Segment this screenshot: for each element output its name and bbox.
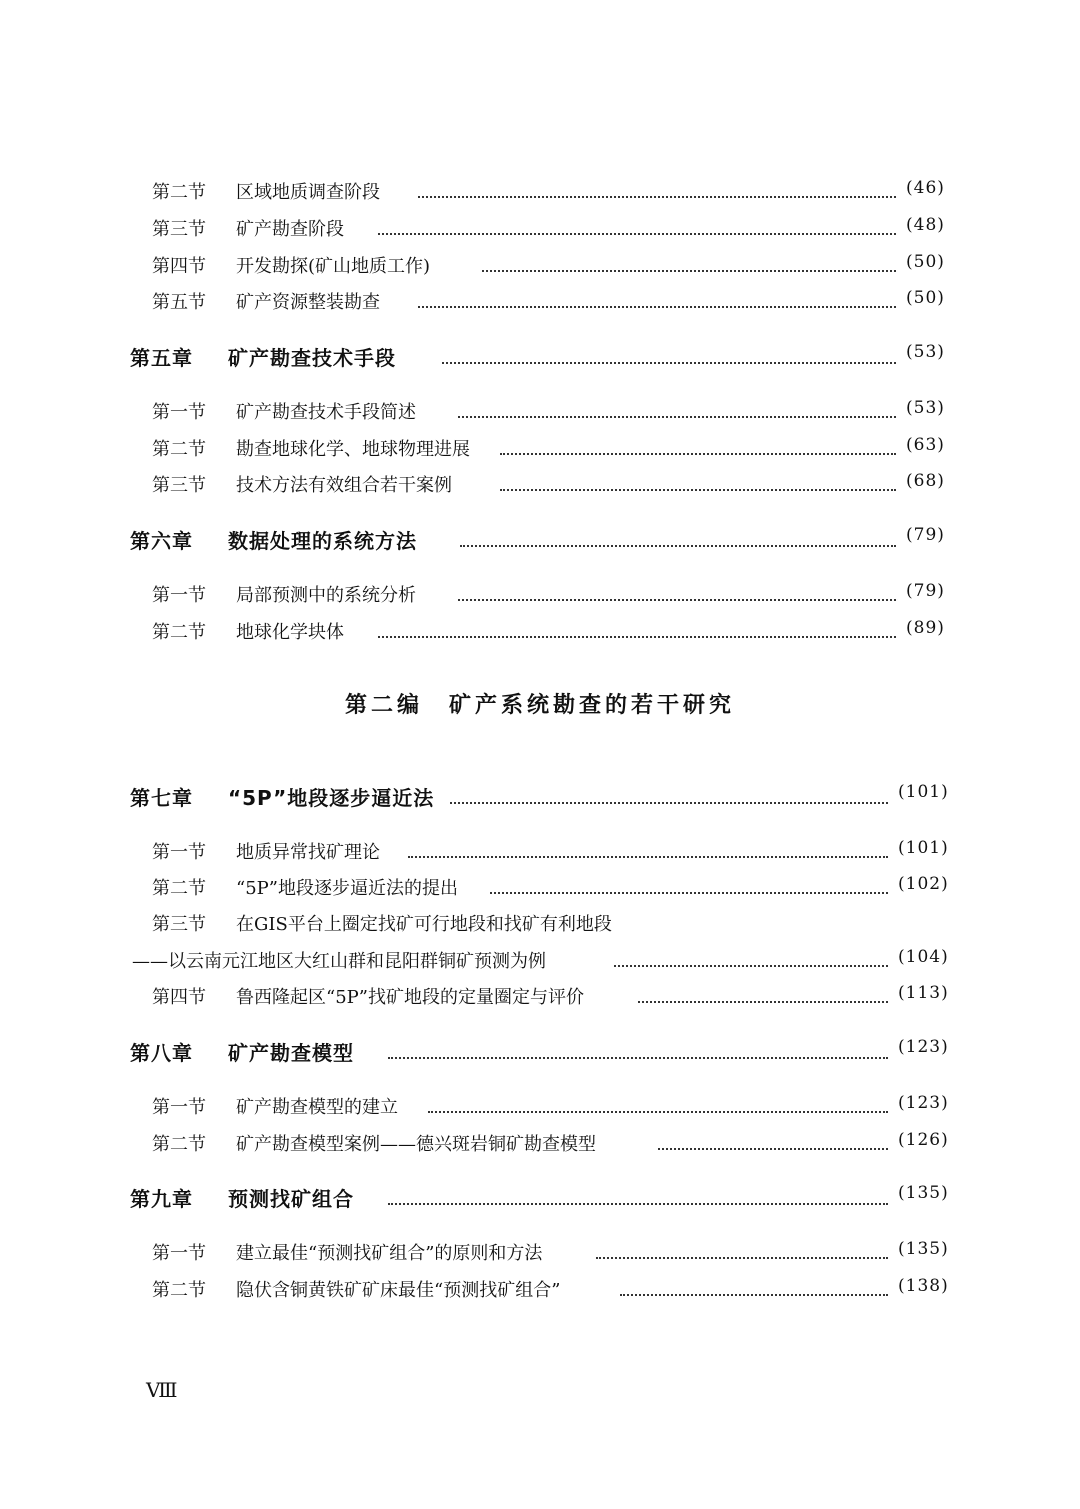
leader-dots (500, 489, 896, 491)
section-title: 矿产勘查模型的建立 (236, 1097, 398, 1118)
section-label: 第一节 (152, 402, 206, 423)
chapter-label: 第六章 (130, 529, 193, 553)
section-title: 技术方法有效组合若干案例 (236, 475, 452, 496)
page-number: (113) (898, 983, 949, 1003)
page-number: (123) (898, 1093, 949, 1113)
toc-entry (0, 1276, 1080, 1304)
toc-entry (0, 874, 1080, 902)
toc-entry (0, 838, 1080, 866)
leader-dots (378, 636, 896, 638)
page-number: (79) (906, 581, 945, 601)
toc-chapter (0, 1183, 1080, 1213)
leader-dots (614, 965, 888, 967)
section-label: 第四节 (152, 987, 206, 1008)
section-title: 开发勘探(矿山地质工作) (236, 256, 431, 277)
toc-entry (0, 618, 1080, 646)
section-label: 第二节 (152, 439, 206, 460)
page-number: (138) (898, 1276, 949, 1296)
page-number: (50) (906, 252, 945, 272)
section-label: 第三节 (152, 475, 206, 496)
chapter-label: 第七章 (130, 786, 193, 810)
leader-dots (500, 453, 896, 455)
page-number: (50) (906, 288, 945, 308)
leader-dots (388, 1057, 888, 1059)
section-title: 地质异常找矿理论 (236, 842, 380, 863)
toc-entry (0, 252, 1080, 280)
page-number: (101) (898, 782, 949, 802)
toc-entry (0, 581, 1080, 609)
section-title: 矿产勘查模型案例——德兴斑岩铜矿勘查模型 (236, 1134, 596, 1155)
toc-entry (0, 1093, 1080, 1121)
leader-dots (620, 1294, 888, 1296)
part-title: 第二编 矿产系统勘查的若干研究 (344, 693, 735, 718)
toc-entry (0, 983, 1080, 1011)
section-label: 第三节 (152, 219, 206, 240)
section-label: 第二节 (152, 182, 206, 203)
leader-dots (596, 1257, 888, 1259)
leader-dots (482, 270, 896, 272)
chapter-title: 矿产勘查技术手段 (228, 346, 396, 370)
section-title: 地球化学块体 (236, 622, 344, 643)
toc-entry (0, 178, 1080, 206)
chapter-label: 第八章 (130, 1041, 193, 1065)
leader-dots (418, 196, 896, 198)
section-title: 勘查地球化学、地球物理进展 (236, 439, 470, 460)
leader-dots (460, 545, 896, 547)
page-number: (104) (898, 947, 949, 967)
toc-entry (0, 215, 1080, 243)
section-label: 第四节 (152, 256, 206, 277)
toc-chapter (0, 342, 1080, 372)
section-label: 第一节 (152, 842, 206, 863)
chapter-title: 预测找矿组合 (228, 1187, 354, 1211)
section-label: 第二节 (152, 878, 206, 899)
page-number: (126) (898, 1130, 949, 1150)
section-label: 第一节 (152, 1097, 206, 1118)
page-number: (53) (906, 398, 945, 418)
section-label: 第一节 (152, 585, 206, 606)
page-number: (135) (898, 1239, 949, 1259)
toc-entry (0, 910, 1080, 938)
chapter-label: 第五章 (130, 346, 193, 370)
section-subtitle: ——以云南元江地区大红山群和昆阳群铜矿预测为例 (132, 951, 546, 972)
section-label: 第五节 (152, 292, 206, 313)
leader-dots (428, 1111, 888, 1113)
section-title: 区域地质调查阶段 (236, 182, 380, 203)
leader-dots (388, 1203, 888, 1205)
page-number: (135) (898, 1183, 949, 1203)
leader-dots (638, 1001, 888, 1003)
toc-entry (0, 288, 1080, 316)
leader-dots (442, 362, 896, 364)
page-number: (101) (898, 838, 949, 858)
section-label: 第三节 (152, 914, 206, 935)
section-title: 在GIS平台上圈定找矿可行地段和找矿有利地段 (236, 914, 612, 935)
page-number: (89) (906, 618, 945, 638)
section-title: 建立最佳“预测找矿组合”的原则和方法 (236, 1243, 543, 1264)
leader-dots (658, 1148, 888, 1150)
toc-chapter (0, 782, 1080, 812)
page-number: (48) (906, 215, 945, 235)
toc-entry-continuation (0, 947, 1080, 975)
section-title: 矿产勘查阶段 (236, 219, 344, 240)
toc-entry (0, 471, 1080, 499)
section-label: 第二节 (152, 622, 206, 643)
page-number: (123) (898, 1037, 949, 1057)
page-number: (53) (906, 342, 945, 362)
page-folio: Ⅷ (146, 1378, 178, 1402)
leader-dots (418, 306, 896, 308)
section-label: 第一节 (152, 1243, 206, 1264)
section-title: 局部预测中的系统分析 (236, 585, 416, 606)
toc-chapter (0, 525, 1080, 555)
toc-entry (0, 435, 1080, 463)
page-number: (68) (906, 471, 945, 491)
toc-entry (0, 1130, 1080, 1158)
leader-dots (490, 892, 888, 894)
toc-entry (0, 1239, 1080, 1267)
chapter-label: 第九章 (130, 1187, 193, 1211)
section-label: 第二节 (152, 1134, 206, 1155)
toc-entry (0, 398, 1080, 426)
section-label: 第二节 (152, 1280, 206, 1301)
chapter-title: 矿产勘查模型 (228, 1041, 354, 1065)
leader-dots (458, 599, 896, 601)
chapter-title: 数据处理的系统方法 (228, 529, 417, 553)
page-number: (102) (898, 874, 949, 894)
leader-dots (450, 802, 888, 804)
section-title: “5P”地段逐步逼近法的提出 (236, 878, 458, 899)
leader-dots (378, 233, 896, 235)
page-number: (46) (906, 178, 945, 198)
page-number: (63) (906, 435, 945, 455)
leader-dots (408, 856, 888, 858)
section-title: 矿产资源整装勘查 (236, 292, 380, 313)
chapter-title: “5P”地段逐步逼近法 (228, 786, 435, 810)
toc-chapter (0, 1037, 1080, 1067)
section-title: 鲁西隆起区“5P”找矿地段的定量圈定与评价 (236, 987, 584, 1008)
page-number: (79) (906, 525, 945, 545)
section-title: 矿产勘查技术手段简述 (236, 402, 416, 423)
leader-dots (458, 416, 896, 418)
section-title: 隐伏含铜黄铁矿矿床最佳“预测找矿组合” (236, 1280, 561, 1301)
